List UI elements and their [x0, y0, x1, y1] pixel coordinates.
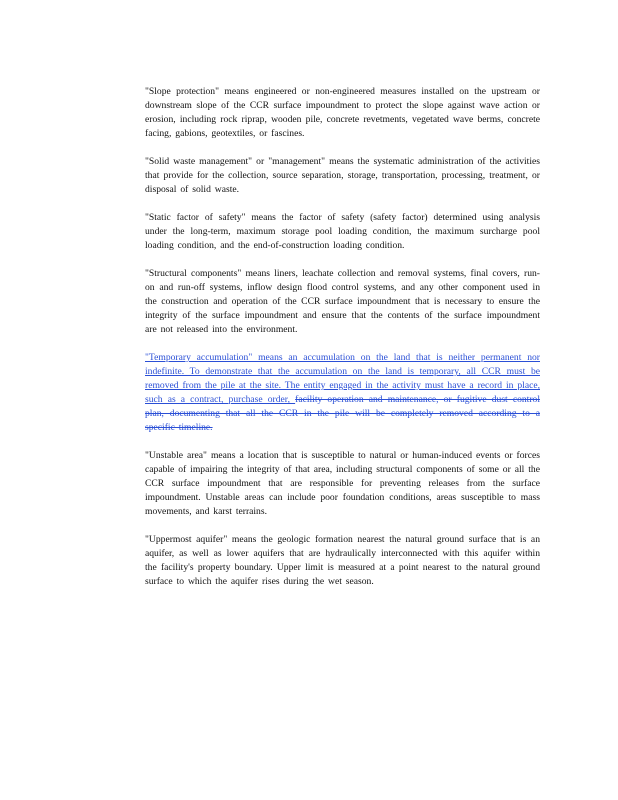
deleted-revision-text: facility operation and maintenance, or fugitive dust control plan, documenting that all the CCR in the pile will be completely removed according to a specific timeline.: [145, 394, 540, 433]
definition-unstable-area: "Unstable area" means a location that is susceptible to natural or human-induced events or forces capable of impairing the integrity of that area, including structural components of some or all the CCR surface impoundment that are responsible for preventing releases from the surface impoundment. Unstable areas can include poor foundation conditions, areas susceptible to mass movements, and karst terrains.: [145, 450, 540, 517]
definition-temporary-accumulation: [145, 351, 540, 435]
definition-uppermost-aquifer: "Uppermost aquifer" means the geologic formation nearest the natural ground surface that is an aquifer, as well as lower aquifers that are hydraulically interconnected with this aquifer within the facility's property boundary. Upper limit is measured at a point nearest to the natural ground surface to which the aquifer rises during the wet season.: [145, 534, 540, 587]
definition-structural-components: "Structural components" means liners, leachate collection and removal systems, final covers, run-on and run-off systems, inflow design flood control systems, and any other component used in the construction and operation of the CCR surface impoundment that is necessary to ensure the integrity of the surface impoundment and ensure that the contents of the surface impoundment are not released into the environment.: [145, 268, 540, 335]
definitions-list: [145, 85, 540, 603]
definition-solid-waste-management: "Solid waste management" or "management" means the systematic administration of the activities that provide for the collection, source separation, storage, transportation, processing, treatment, or disposal of solid waste.: [145, 156, 540, 195]
inserted-revision-text: "Temporary accumulation" means an accumulation on the land that is neither permanent nor indefinite. To demonstrate that the accumulation on the land is temporary, all CCR must be removed from the pile at the site. The entity engaged in the activity must have a record in place, such as a contract, purchase order,: [145, 352, 540, 405]
definition-slope-protection: "Slope protection" means engineered or non-engineered measures installed on the upstream or downstream slope of the CCR surface impoundment to protect the slope against wave action or erosion, including rock riprap, wooden pile, concrete revetments, vegetated wave berms, concrete facing, gabions, geotextiles, or fascines.: [145, 86, 540, 139]
definition-static-factor-of-safety: "Static factor of safety" means the factor of safety (safety factor) determined using analysis under the long-term, maximum storage pool loading condition, the maximum surcharge pool loading condition, and the end-of-construction loading condition.: [145, 212, 540, 251]
